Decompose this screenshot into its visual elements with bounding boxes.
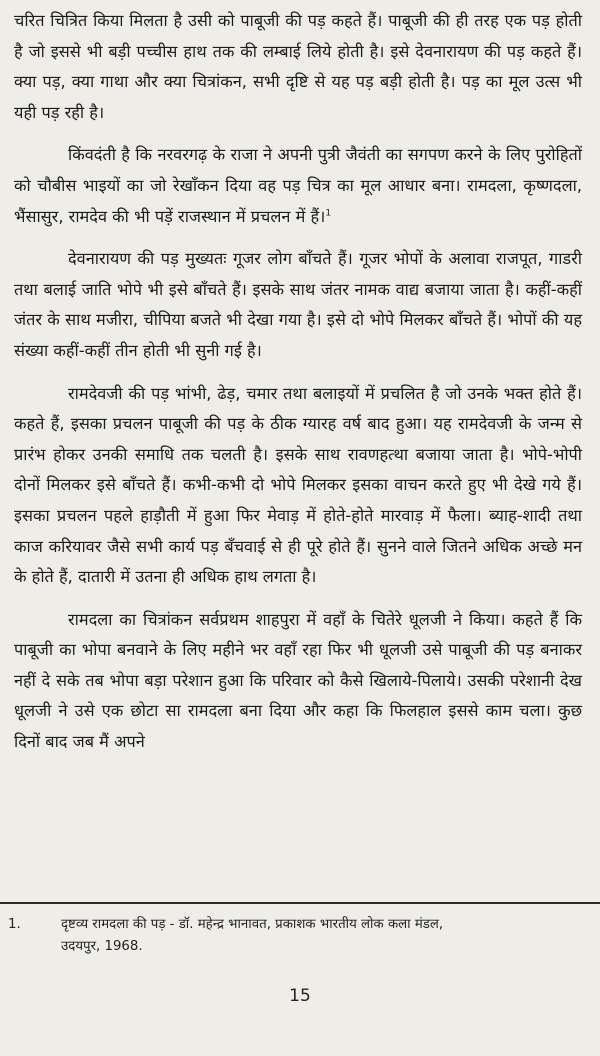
paragraph-3: [14, 244, 582, 366]
footnote-text-2: उदयपुर, 1968.: [61, 939, 143, 954]
paragraph-1-text: चरित चित्रित किया मिलता है उसी को पाबूजी की पड़ कहते हैं। पाबूजी की ही तरह एक पड़ होती है जो इससे भी बड़ी पच्चीस हाथ तक की लम्बाई लिये होती है। इसे देवनारायण की पड़ कहते हैं। क्या पड़, क्या गाथा और क्या चित्रांकन, सभी दृष्टि से यह पड़ बड़ी होती है। पड़ का मूल उत्स भी यही पड़ रही है।: [14, 11, 582, 122]
footnote-line-1: [8, 914, 580, 936]
paragraph-1: [14, 6, 582, 128]
paragraph-2-text: किंवदंती है कि नरवरगढ़ के राजा ने अपनी पुत्री जैवंती का सगपण करने के लिए पुरोहितों को चौबीस भाइयों का जो रेखाँकन दिया वह पड़ चित्र का मूल आधार बना। रामदला, कृष्णदला, भैंसासुर, रामदेव की भी पड़ें राजस्थान में प्रचलन में हैं।: [14, 145, 582, 226]
paragraph-4: [14, 379, 582, 593]
paragraph-5-text: रामदला का चित्रांकन सर्वप्रथम शाहपुरा में वहाँ के चितेरे धूलजी ने किया। कहते हैं कि पाबूजी का भोपा बनवाने के लिए महीने भर वहाँ रहा फिर भी धूलजी उसे पाबूजी की पड़ बनाकर नहीं दे सके तब भोपा बड़ा परेशान हुआ कि परिवार को कैसे खिलाये-पिलाये। उसकी परेशानी देख धूलजी ने उसे एक छोटा सा रामदला बना दिया और कहा कि फिलहाल इससे काम चला। कुछ दिनों बाद जब मैं अपने: [14, 609, 582, 752]
paragraph-2: [14, 140, 582, 232]
body-text: [14, 6, 582, 758]
footnote: [8, 914, 580, 958]
page-number: 15: [289, 986, 311, 1006]
footnote-reference: 1: [325, 208, 332, 219]
paragraph-5: [14, 605, 582, 758]
footnote-text-1: दृष्टव्य रामदला की पड़ - डॉ. महेन्द्र भानावत, प्रकाशक भारतीय लोक कला मंडल,: [61, 917, 444, 932]
footnote-number: 1.: [8, 917, 21, 932]
footnote-divider: [0, 902, 600, 904]
paragraph-4-text: रामदेवजी की पड़ भांभी, ढेड़, चमार तथा बलाइयों में प्रचलित है जो उनके भक्त होते हैं। कहते हैं, इसका प्रचलन पाबूजी की पड़ के ठीक ग्यारह वर्ष बाद हुआ। यह रामदेवजी के जन्म से प्रारंभ होकर उनकी समाधि तक चलती है। इसके साथ रावणहत्था बजाया जाता है। भोपे-भोपी दोनों मिलकर इसे बाँचते हैं। कभी-कभी दो भोपे मिलकर इसका वाचन करते हुए भी देखे गये हैं। इसका प्रचलन पहले हाड़ौती में हुआ फिर मेवाड़ में होते-होते मारवाड़ में फैला। ब्याह-शादी तथा काज करियावर जैसे सभी कार्य पड़ बँचवाई से ही पूरे होते हैं। सुनने वाले जितने अधिक अच्छे मन के होते हैं, दातारी में उतना ही अधिक हाथ लगता है।: [14, 383, 582, 587]
paragraph-3-text: देवनारायण की पड़ मुख्यतः गूजर लोग बाँचते हैं। गूजर भोपों के अलावा राजपूत, गाडरी तथा बलाई जाति भोपे भी इसे बाँचते हैं। इसके साथ जंतर नामक वाद्य बजाया जाता है। कहीं-कहीं जंतर के साथ मजीरा, चीपिया बजते भी देखा गया है। इसे दो भोपे मिलकर बाँचते हैं। भोपों की यह संख्या कहीं-कहीं तीन होती भी सुनी गई है।: [14, 249, 582, 360]
